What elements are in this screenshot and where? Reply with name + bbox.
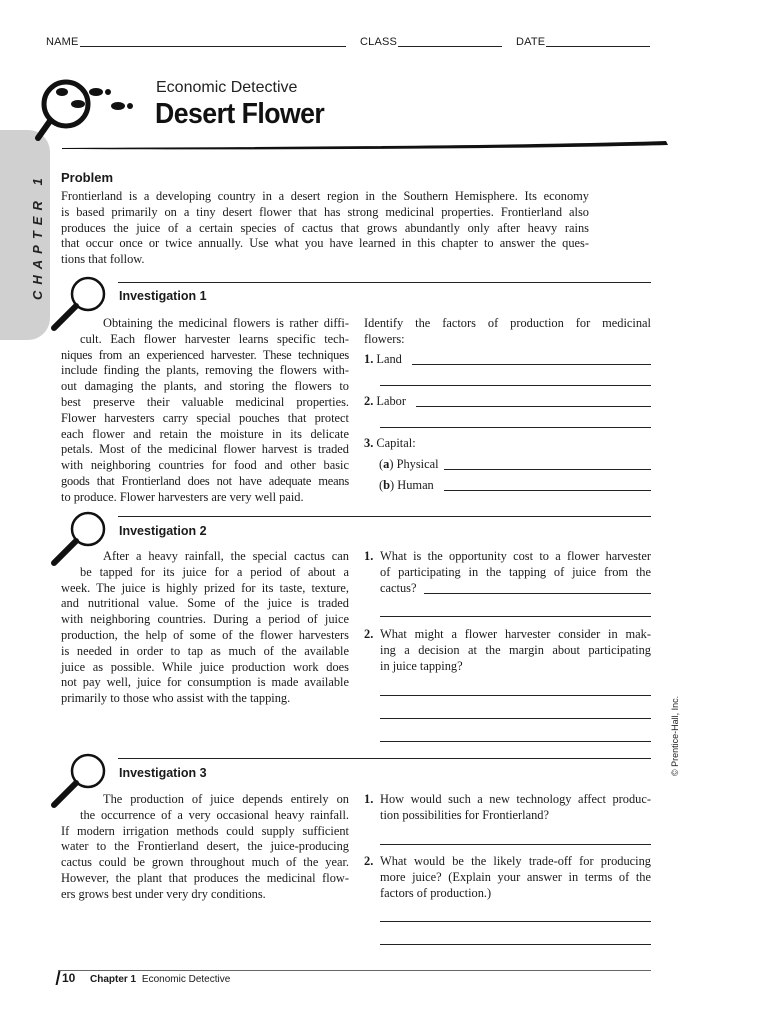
problem-line: produces the juice of a certain species of cactus that grows abundantly only after heavy rains	[61, 220, 589, 235]
question-number: 2.	[364, 854, 374, 868]
investigation-2-title: Investigation 2	[119, 524, 207, 538]
question-line: cactus?	[380, 580, 417, 595]
intro-line: Identify the factors of production for medicinal	[364, 316, 651, 330]
investigation-3-text	[61, 792, 349, 903]
text-line: best preserve their valuable medicinal properties.	[61, 394, 349, 409]
sub-letter: a	[383, 457, 390, 471]
text-line: is needed in order to tap as much of the available	[61, 643, 349, 658]
question-number: 2.	[364, 627, 374, 641]
text-line: Flower harvesters carry special pouches that protect	[61, 410, 349, 425]
text-line: with neighboring countries. During a period of juice	[61, 612, 349, 627]
answer-line[interactable]	[380, 921, 651, 922]
question-text: Labor	[376, 394, 406, 408]
answer-line[interactable]	[424, 593, 651, 594]
footer-tick	[56, 971, 61, 985]
answer-line[interactable]	[380, 385, 651, 386]
copyright-notice: © Prentice-Hall, Inc.	[670, 695, 680, 776]
inv3-question-2	[364, 854, 651, 901]
title-swoosh-rule	[60, 138, 670, 152]
class-field[interactable]	[398, 46, 502, 47]
text-line: If modern irrigation methods could supply sufficient	[61, 823, 349, 838]
text-line: to produce. Flower harvesters are very well paid.	[61, 489, 304, 504]
text-line: water to the Frontierland desert, the juice-producing	[61, 839, 349, 854]
footer-text	[90, 974, 230, 985]
answer-line[interactable]	[380, 427, 651, 428]
question-line: What would be the likely trade-off for producing	[380, 854, 651, 868]
chapter-tab-label: CHAPTER 1	[30, 172, 45, 300]
question-line: How would such a new technology affect produc-	[380, 792, 651, 806]
inv2-question-2	[364, 627, 651, 674]
text-line: Obtaining the medicinal flowers is rather diffi-	[103, 316, 349, 330]
problem-line: is based primarily on a tiny desert flower that has strong medicinal properties. Frontierland also	[61, 204, 589, 219]
text-line: and nutritional value. Some of the juice is traded	[61, 596, 349, 611]
investigation-1-intro	[364, 316, 651, 348]
text-line: However, the plant that produces the medicinal flow-	[61, 870, 349, 885]
text-line: out damaging the plants, and storing the flowers to	[61, 379, 349, 394]
inv1-question-2	[364, 394, 406, 410]
question-line: more juice? (Explain your answer in terms of the	[380, 869, 651, 884]
class-label: CLASS	[360, 36, 398, 48]
date-label: DATE	[516, 36, 546, 48]
investigation-1-text	[61, 316, 349, 506]
text-line: niques from an experienced harvester. These techniques	[61, 347, 349, 362]
answer-line[interactable]	[412, 364, 651, 365]
intro-line: flowers:	[364, 331, 405, 346]
question-number: 1.	[364, 792, 374, 806]
section-rule	[118, 282, 651, 283]
question-text: Physical	[396, 457, 439, 471]
question-line: What is the opportunity cost to a flower harvester	[380, 549, 651, 563]
sub-letter: b	[383, 478, 391, 492]
page-number: 10	[62, 971, 76, 985]
text-line: include finding the plants, removing the flowers with-	[61, 363, 349, 378]
question-line: factors of production.)	[380, 885, 492, 900]
text-line: After a heavy rainfall, the special cactus can	[103, 549, 349, 563]
question-text: Capital:	[376, 436, 416, 450]
question-number: 3.	[364, 436, 374, 450]
name-label: NAME	[46, 36, 79, 48]
answer-line[interactable]	[380, 844, 651, 845]
text-line: production, the help of some of the flower harvesters	[61, 627, 349, 642]
problem-line: Frontierland is a developing country in a desert region in the Southern Hemisphere. Its economy	[61, 189, 589, 203]
text-line: cactus could be grown throughout much of the year.	[61, 855, 349, 870]
answer-line[interactable]	[416, 406, 651, 407]
answer-line[interactable]	[380, 741, 651, 742]
text-line: the occurrence of a very occasional heavy rainfall.	[80, 807, 349, 822]
date-field[interactable]	[546, 46, 650, 47]
question-line: tion possibilities for Frontierland?	[380, 807, 549, 822]
inv1-question-3a: (a) Physical	[379, 457, 439, 471]
question-line: ing a decision at the margin about participating	[380, 642, 651, 657]
question-text: Land	[376, 352, 402, 366]
page-title: Desert Flower	[155, 98, 325, 130]
answer-line[interactable]	[380, 616, 651, 617]
problem-text	[61, 189, 589, 268]
footer-chapter: Chapter 1	[90, 974, 137, 985]
text-line: not pay well, juice for consumption is made available	[61, 675, 349, 690]
investigation-2-text	[61, 549, 349, 707]
question-line: What might a flower harvester consider in mak-	[380, 627, 651, 641]
text-line: be tapped for its juice for a period of about a	[80, 564, 349, 579]
answer-line[interactable]	[444, 469, 651, 470]
name-field[interactable]	[80, 46, 346, 47]
text-line: petals. Most of the medicinal flower harvest is traded	[61, 442, 349, 457]
investigation-3-title: Investigation 3	[119, 766, 207, 780]
text-line: each flower and retain the moisture in its delicate	[61, 426, 349, 441]
title-kicker: Economic Detective	[156, 79, 298, 96]
text-line: week. The juice is highly prized for its taste, texture,	[61, 580, 349, 595]
text-line: ers grows best under very dry conditions.	[61, 886, 266, 901]
answer-line[interactable]	[380, 944, 651, 945]
text-line: primarily to those who assist with the tapping.	[61, 691, 291, 706]
answer-line[interactable]	[380, 718, 651, 719]
section-rule	[118, 758, 651, 759]
inv1-question-1	[364, 352, 402, 368]
question-number: 2.	[364, 394, 374, 408]
section-rule	[118, 516, 651, 517]
inv2-question-1	[364, 549, 651, 596]
problem-line: that occur once or twice annually. Use what you have learned in this chapter to answer the ques-	[61, 236, 589, 251]
text-line: juice as possible. While juice production work does	[61, 659, 349, 674]
inv1-question-3	[364, 436, 416, 452]
investigation-1-title: Investigation 1	[119, 289, 207, 303]
footer-section: Economic Detective	[141, 974, 231, 985]
text-line: The production of juice depends entirely on	[103, 792, 349, 806]
footer-rule	[58, 970, 651, 971]
question-text: Human	[397, 478, 434, 492]
question-line: of participating in the tapping of juice from the	[380, 564, 651, 579]
text-line: with neighboring countries for food and other basic	[61, 458, 349, 473]
answer-line[interactable]	[444, 490, 651, 491]
question-number: 1.	[364, 352, 374, 366]
problem-heading: Problem	[61, 170, 114, 185]
answer-line[interactable]	[380, 695, 651, 696]
question-line: in juice tapping?	[380, 658, 463, 673]
text-line: cult. Each flower harvester learns specific tech-	[80, 331, 349, 346]
problem-line: tions that follow.	[61, 252, 145, 267]
question-number: 1.	[364, 549, 374, 563]
inv1-question-3b: (b) Human	[379, 478, 434, 492]
text-line: goods that Frontierland does not have adequate means	[61, 473, 349, 488]
inv3-question-1	[364, 792, 651, 824]
detective-logo-icon	[30, 72, 150, 148]
